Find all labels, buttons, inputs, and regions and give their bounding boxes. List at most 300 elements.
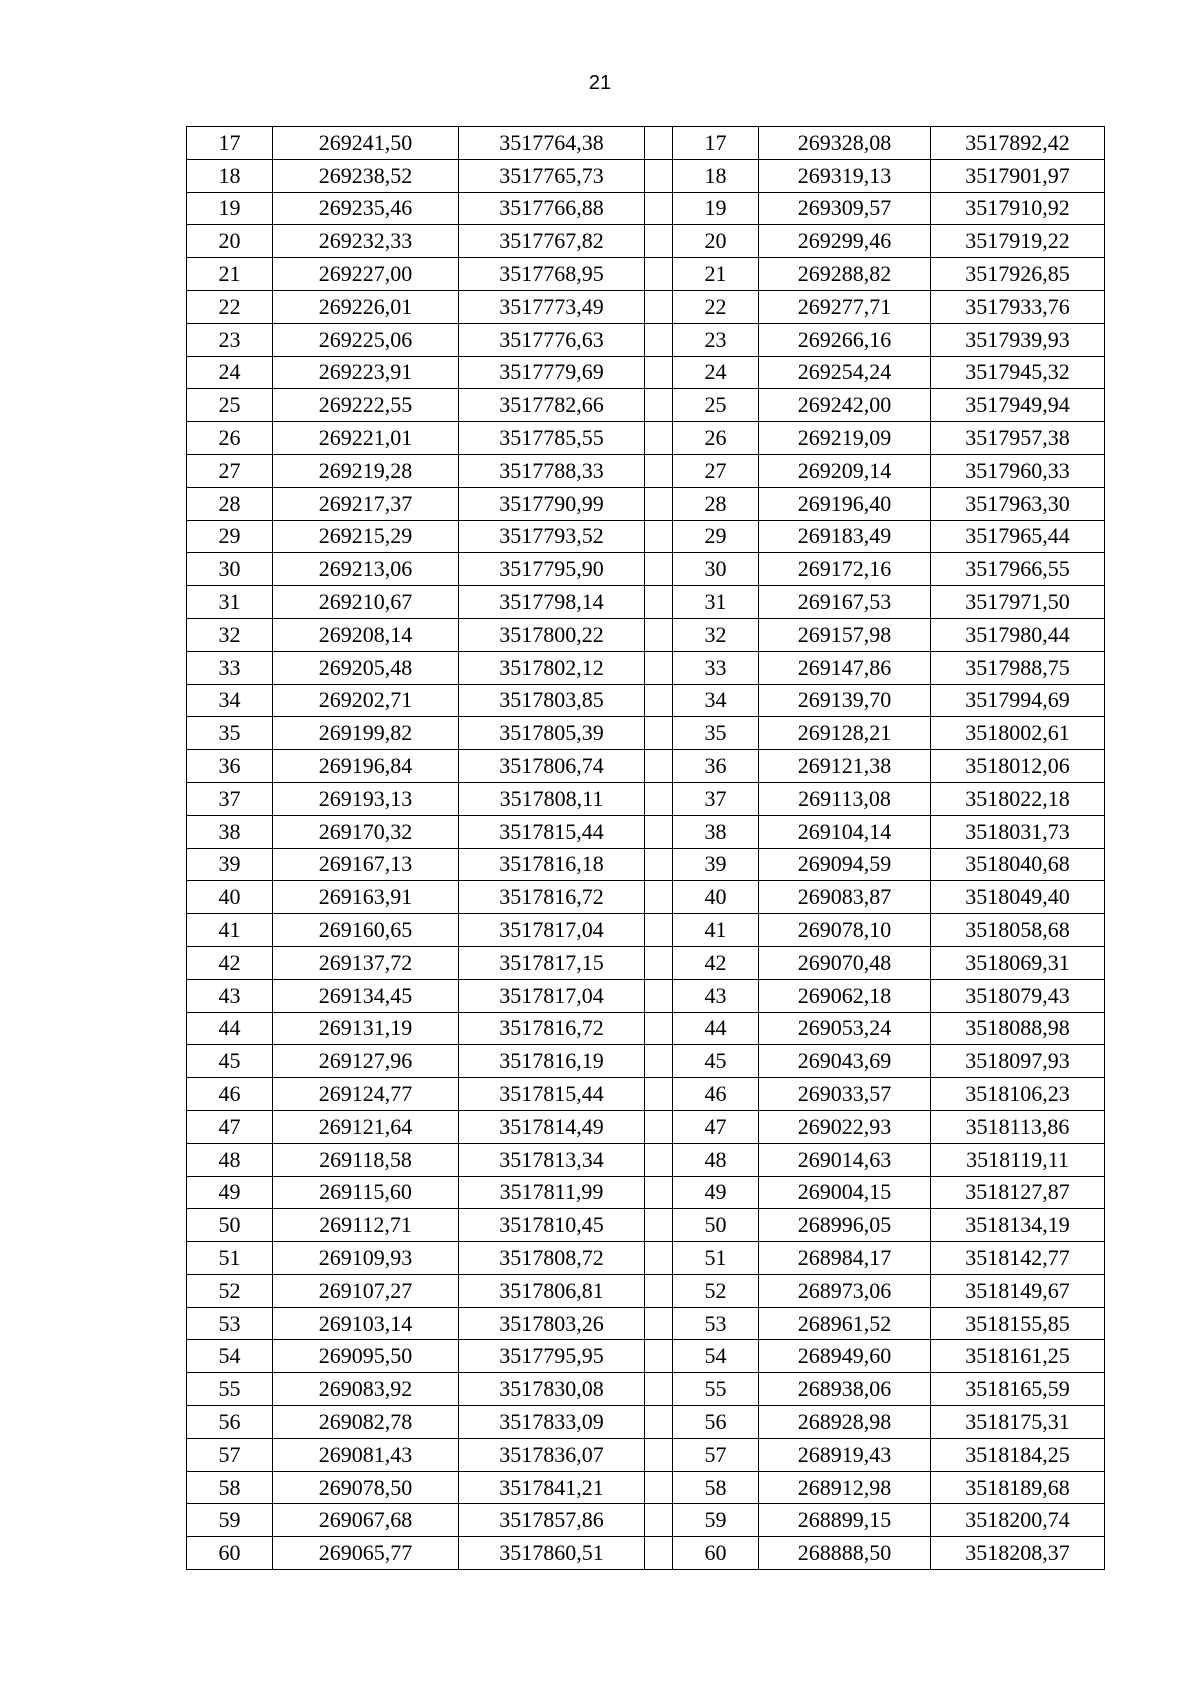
gap-cell (645, 848, 673, 881)
left-point-number-cell: 26 (187, 422, 273, 455)
table-row (187, 1504, 1105, 1537)
left-y-cell: 3517768,95 (459, 258, 645, 291)
left-point-number-cell: 54 (187, 1340, 273, 1373)
table-row (187, 1045, 1105, 1078)
table-row (187, 1307, 1105, 1340)
table-row (187, 1176, 1105, 1209)
right-x-cell: 269094,59 (759, 848, 931, 881)
left-x-cell: 269107,27 (273, 1274, 459, 1307)
left-point-number-cell: 33 (187, 651, 273, 684)
left-x-cell: 269115,60 (273, 1176, 459, 1209)
right-y-cell: 3518155,85 (931, 1307, 1105, 1340)
gap-cell (645, 454, 673, 487)
right-point-number-cell: 39 (673, 848, 759, 881)
left-point-number-cell: 40 (187, 881, 273, 914)
table-row (187, 520, 1105, 553)
right-y-cell: 3517994,69 (931, 684, 1105, 717)
table-row (187, 389, 1105, 422)
right-y-cell: 3518012,06 (931, 750, 1105, 783)
left-x-cell: 269170,32 (273, 815, 459, 848)
left-y-cell: 3517785,55 (459, 422, 645, 455)
gap-cell (645, 520, 673, 553)
right-point-number-cell: 33 (673, 651, 759, 684)
gap-cell (645, 1209, 673, 1242)
right-y-cell: 3518200,74 (931, 1504, 1105, 1537)
left-y-cell: 3517788,33 (459, 454, 645, 487)
table-row (187, 1012, 1105, 1045)
right-point-number-cell: 22 (673, 290, 759, 323)
left-x-cell: 269160,65 (273, 914, 459, 947)
left-y-cell: 3517803,26 (459, 1307, 645, 1340)
gap-cell (645, 225, 673, 258)
right-point-number-cell: 50 (673, 1209, 759, 1242)
right-x-cell: 269328,08 (759, 127, 931, 160)
left-y-cell: 3517782,66 (459, 389, 645, 422)
left-point-number-cell: 45 (187, 1045, 273, 1078)
right-point-number-cell: 59 (673, 1504, 759, 1537)
gap-cell (645, 192, 673, 225)
right-x-cell: 269219,09 (759, 422, 931, 455)
gap-cell (645, 684, 673, 717)
right-y-cell: 3518069,31 (931, 946, 1105, 979)
left-y-cell: 3517857,86 (459, 1504, 645, 1537)
right-point-number-cell: 23 (673, 323, 759, 356)
right-y-cell: 3518119,11 (931, 1143, 1105, 1176)
table-row (187, 1537, 1105, 1570)
right-y-cell: 3517980,44 (931, 618, 1105, 651)
right-y-cell: 3517939,93 (931, 323, 1105, 356)
left-point-number-cell: 60 (187, 1537, 273, 1570)
gap-cell (645, 356, 673, 389)
left-y-cell: 3517814,49 (459, 1110, 645, 1143)
right-y-cell: 3518134,19 (931, 1209, 1105, 1242)
gap-cell (645, 946, 673, 979)
right-point-number-cell: 29 (673, 520, 759, 553)
right-point-number-cell: 47 (673, 1110, 759, 1143)
right-point-number-cell: 17 (673, 127, 759, 160)
left-y-cell: 3517806,74 (459, 750, 645, 783)
right-x-cell: 269070,48 (759, 946, 931, 979)
left-x-cell: 269217,37 (273, 487, 459, 520)
right-point-number-cell: 37 (673, 782, 759, 815)
table-row (187, 159, 1105, 192)
left-x-cell: 269078,50 (273, 1471, 459, 1504)
table-row (187, 127, 1105, 160)
table-row (187, 946, 1105, 979)
right-point-number-cell: 48 (673, 1143, 759, 1176)
table-row (187, 684, 1105, 717)
right-x-cell: 269043,69 (759, 1045, 931, 1078)
table-row (187, 1438, 1105, 1471)
table-row (187, 750, 1105, 783)
table-row (187, 323, 1105, 356)
left-x-cell: 269095,50 (273, 1340, 459, 1373)
right-point-number-cell: 49 (673, 1176, 759, 1209)
right-y-cell: 3518031,73 (931, 815, 1105, 848)
right-y-cell: 3518022,18 (931, 782, 1105, 815)
left-x-cell: 269124,77 (273, 1078, 459, 1111)
right-point-number-cell: 60 (673, 1537, 759, 1570)
left-point-number-cell: 38 (187, 815, 273, 848)
table-row (187, 1406, 1105, 1439)
right-point-number-cell: 57 (673, 1438, 759, 1471)
coordinates-table (186, 126, 1105, 1570)
right-x-cell: 269104,14 (759, 815, 931, 848)
left-x-cell: 269127,96 (273, 1045, 459, 1078)
gap-cell (645, 815, 673, 848)
right-point-number-cell: 30 (673, 553, 759, 586)
right-y-cell: 3517966,55 (931, 553, 1105, 586)
left-point-number-cell: 49 (187, 1176, 273, 1209)
right-y-cell: 3518161,25 (931, 1340, 1105, 1373)
left-x-cell: 269081,43 (273, 1438, 459, 1471)
right-x-cell: 268928,98 (759, 1406, 931, 1439)
left-y-cell: 3517811,99 (459, 1176, 645, 1209)
left-y-cell: 3517793,52 (459, 520, 645, 553)
right-x-cell: 269167,53 (759, 586, 931, 619)
left-y-cell: 3517805,39 (459, 717, 645, 750)
left-point-number-cell: 37 (187, 782, 273, 815)
left-y-cell: 3517816,18 (459, 848, 645, 881)
left-point-number-cell: 47 (187, 1110, 273, 1143)
left-point-number-cell: 52 (187, 1274, 273, 1307)
table-row (187, 1471, 1105, 1504)
left-point-number-cell: 30 (187, 553, 273, 586)
gap-cell (645, 914, 673, 947)
left-y-cell: 3517860,51 (459, 1537, 645, 1570)
table-row (187, 192, 1105, 225)
left-y-cell: 3517806,81 (459, 1274, 645, 1307)
right-x-cell: 268949,60 (759, 1340, 931, 1373)
left-x-cell: 269223,91 (273, 356, 459, 389)
left-y-cell: 3517803,85 (459, 684, 645, 717)
right-point-number-cell: 20 (673, 225, 759, 258)
left-y-cell: 3517766,88 (459, 192, 645, 225)
gap-cell (645, 1537, 673, 1570)
left-y-cell: 3517815,44 (459, 1078, 645, 1111)
gap-cell (645, 1504, 673, 1537)
right-point-number-cell: 55 (673, 1373, 759, 1406)
right-point-number-cell: 26 (673, 422, 759, 455)
right-point-number-cell: 46 (673, 1078, 759, 1111)
gap-cell (645, 1373, 673, 1406)
table-row (187, 1143, 1105, 1176)
left-x-cell: 269083,92 (273, 1373, 459, 1406)
left-x-cell: 269205,48 (273, 651, 459, 684)
table-row (187, 979, 1105, 1012)
gap-cell (645, 258, 673, 291)
left-x-cell: 269137,72 (273, 946, 459, 979)
left-x-cell: 269163,91 (273, 881, 459, 914)
left-point-number-cell: 34 (187, 684, 273, 717)
right-y-cell: 3518097,93 (931, 1045, 1105, 1078)
left-x-cell: 269131,19 (273, 1012, 459, 1045)
table-row (187, 881, 1105, 914)
right-y-cell: 3517988,75 (931, 651, 1105, 684)
left-x-cell: 269226,01 (273, 290, 459, 323)
left-x-cell: 269215,29 (273, 520, 459, 553)
gap-cell (645, 1406, 673, 1439)
right-point-number-cell: 40 (673, 881, 759, 914)
right-x-cell: 269277,71 (759, 290, 931, 323)
right-y-cell: 3517971,50 (931, 586, 1105, 619)
left-y-cell: 3517790,99 (459, 487, 645, 520)
left-point-number-cell: 28 (187, 487, 273, 520)
left-y-cell: 3517815,44 (459, 815, 645, 848)
right-y-cell: 3518088,98 (931, 1012, 1105, 1045)
left-y-cell: 3517816,19 (459, 1045, 645, 1078)
left-y-cell: 3517833,09 (459, 1406, 645, 1439)
right-x-cell: 269266,16 (759, 323, 931, 356)
right-point-number-cell: 31 (673, 586, 759, 619)
gap-cell (645, 553, 673, 586)
left-x-cell: 269065,77 (273, 1537, 459, 1570)
right-y-cell: 3518127,87 (931, 1176, 1105, 1209)
table-row (187, 487, 1105, 520)
table-row (187, 1340, 1105, 1373)
gap-cell (645, 750, 673, 783)
right-x-cell: 269183,49 (759, 520, 931, 553)
right-y-cell: 3517933,76 (931, 290, 1105, 323)
right-y-cell: 3517910,92 (931, 192, 1105, 225)
gap-cell (645, 1438, 673, 1471)
left-point-number-cell: 35 (187, 717, 273, 750)
right-x-cell: 269309,57 (759, 192, 931, 225)
right-x-cell: 269004,15 (759, 1176, 931, 1209)
left-point-number-cell: 19 (187, 192, 273, 225)
right-point-number-cell: 44 (673, 1012, 759, 1045)
right-x-cell: 269121,38 (759, 750, 931, 783)
right-x-cell: 269022,93 (759, 1110, 931, 1143)
right-x-cell: 269319,13 (759, 159, 931, 192)
left-y-cell: 3517798,14 (459, 586, 645, 619)
right-x-cell: 269157,98 (759, 618, 931, 651)
left-y-cell: 3517765,73 (459, 159, 645, 192)
right-y-cell: 3518184,25 (931, 1438, 1105, 1471)
right-point-number-cell: 54 (673, 1340, 759, 1373)
left-y-cell: 3517816,72 (459, 1012, 645, 1045)
left-x-cell: 269222,55 (273, 389, 459, 422)
left-point-number-cell: 56 (187, 1406, 273, 1439)
right-point-number-cell: 36 (673, 750, 759, 783)
gap-cell (645, 1012, 673, 1045)
left-point-number-cell: 17 (187, 127, 273, 160)
left-y-cell: 3517817,04 (459, 914, 645, 947)
table-row (187, 1110, 1105, 1143)
right-y-cell: 3518113,86 (931, 1110, 1105, 1143)
table-row (187, 717, 1105, 750)
right-x-cell: 268919,43 (759, 1438, 931, 1471)
right-y-cell: 3517901,97 (931, 159, 1105, 192)
gap-cell (645, 389, 673, 422)
left-y-cell: 3517808,72 (459, 1242, 645, 1275)
right-y-cell: 3518058,68 (931, 914, 1105, 947)
table-row (187, 618, 1105, 651)
left-point-number-cell: 58 (187, 1471, 273, 1504)
table-row (187, 1274, 1105, 1307)
right-point-number-cell: 34 (673, 684, 759, 717)
left-point-number-cell: 29 (187, 520, 273, 553)
left-x-cell: 269213,06 (273, 553, 459, 586)
left-y-cell: 3517808,11 (459, 782, 645, 815)
left-x-cell: 269210,67 (273, 586, 459, 619)
left-point-number-cell: 24 (187, 356, 273, 389)
left-point-number-cell: 39 (187, 848, 273, 881)
table-row (187, 290, 1105, 323)
left-x-cell: 269221,01 (273, 422, 459, 455)
table-row (187, 422, 1105, 455)
coordinates-table-body (187, 127, 1105, 1570)
right-y-cell: 3518049,40 (931, 881, 1105, 914)
right-point-number-cell: 58 (673, 1471, 759, 1504)
left-y-cell: 3517764,38 (459, 127, 645, 160)
right-y-cell: 3517957,38 (931, 422, 1105, 455)
left-x-cell: 269167,13 (273, 848, 459, 881)
table-row (187, 848, 1105, 881)
right-y-cell: 3518175,31 (931, 1406, 1105, 1439)
left-x-cell: 269225,06 (273, 323, 459, 356)
gap-cell (645, 1078, 673, 1111)
right-x-cell: 268973,06 (759, 1274, 931, 1307)
right-x-cell: 269139,70 (759, 684, 931, 717)
left-y-cell: 3517836,07 (459, 1438, 645, 1471)
left-point-number-cell: 20 (187, 225, 273, 258)
gap-cell (645, 1274, 673, 1307)
gap-cell (645, 127, 673, 160)
right-y-cell: 3518106,23 (931, 1078, 1105, 1111)
left-point-number-cell: 18 (187, 159, 273, 192)
right-point-number-cell: 53 (673, 1307, 759, 1340)
gap-cell (645, 1176, 673, 1209)
page-number: 21 (588, 72, 612, 94)
right-x-cell: 268984,17 (759, 1242, 931, 1275)
right-x-cell: 269078,10 (759, 914, 931, 947)
gap-cell (645, 1143, 673, 1176)
gap-cell (645, 618, 673, 651)
left-y-cell: 3517816,72 (459, 881, 645, 914)
gap-cell (645, 782, 673, 815)
right-x-cell: 268912,98 (759, 1471, 931, 1504)
table-row (187, 815, 1105, 848)
table-row (187, 1209, 1105, 1242)
gap-cell (645, 1045, 673, 1078)
left-x-cell: 269235,46 (273, 192, 459, 225)
gap-cell (645, 323, 673, 356)
gap-cell (645, 979, 673, 1012)
left-point-number-cell: 53 (187, 1307, 273, 1340)
left-y-cell: 3517830,08 (459, 1373, 645, 1406)
table-row (187, 553, 1105, 586)
left-x-cell: 269199,82 (273, 717, 459, 750)
right-x-cell: 269113,08 (759, 782, 931, 815)
left-x-cell: 269134,45 (273, 979, 459, 1012)
right-point-number-cell: 19 (673, 192, 759, 225)
gap-cell (645, 586, 673, 619)
left-point-number-cell: 42 (187, 946, 273, 979)
gap-cell (645, 881, 673, 914)
left-point-number-cell: 50 (187, 1209, 273, 1242)
table-row (187, 454, 1105, 487)
right-y-cell: 3518079,43 (931, 979, 1105, 1012)
right-point-number-cell: 18 (673, 159, 759, 192)
right-y-cell: 3517945,32 (931, 356, 1105, 389)
left-x-cell: 269238,52 (273, 159, 459, 192)
left-y-cell: 3517795,95 (459, 1340, 645, 1373)
right-y-cell: 3518149,67 (931, 1274, 1105, 1307)
right-x-cell: 269062,18 (759, 979, 931, 1012)
left-x-cell: 269118,58 (273, 1143, 459, 1176)
left-x-cell: 269193,13 (273, 782, 459, 815)
table-row (187, 225, 1105, 258)
right-point-number-cell: 42 (673, 946, 759, 979)
right-point-number-cell: 45 (673, 1045, 759, 1078)
right-x-cell: 269299,46 (759, 225, 931, 258)
left-point-number-cell: 32 (187, 618, 273, 651)
left-y-cell: 3517767,82 (459, 225, 645, 258)
right-y-cell: 3517919,22 (931, 225, 1105, 258)
gap-cell (645, 1471, 673, 1504)
gap-cell (645, 1340, 673, 1373)
left-point-number-cell: 23 (187, 323, 273, 356)
left-x-cell: 269109,93 (273, 1242, 459, 1275)
right-x-cell: 269172,16 (759, 553, 931, 586)
right-x-cell: 268888,50 (759, 1537, 931, 1570)
left-x-cell: 269241,50 (273, 127, 459, 160)
gap-cell (645, 1110, 673, 1143)
left-y-cell: 3517776,63 (459, 323, 645, 356)
right-x-cell: 269254,24 (759, 356, 931, 389)
left-y-cell: 3517802,12 (459, 651, 645, 684)
right-x-cell: 268938,06 (759, 1373, 931, 1406)
left-point-number-cell: 44 (187, 1012, 273, 1045)
gap-cell (645, 159, 673, 192)
left-point-number-cell: 57 (187, 1438, 273, 1471)
right-y-cell: 3518165,59 (931, 1373, 1105, 1406)
left-point-number-cell: 22 (187, 290, 273, 323)
left-y-cell: 3517810,45 (459, 1209, 645, 1242)
right-y-cell: 3517892,42 (931, 127, 1105, 160)
right-x-cell: 269196,40 (759, 487, 931, 520)
right-x-cell: 269242,00 (759, 389, 931, 422)
right-y-cell: 3518040,68 (931, 848, 1105, 881)
left-y-cell: 3517800,22 (459, 618, 645, 651)
table-row (187, 651, 1105, 684)
left-y-cell: 3517773,49 (459, 290, 645, 323)
right-point-number-cell: 32 (673, 618, 759, 651)
left-x-cell: 269067,68 (273, 1504, 459, 1537)
right-point-number-cell: 41 (673, 914, 759, 947)
gap-cell (645, 651, 673, 684)
table-row (187, 782, 1105, 815)
right-y-cell: 3518142,77 (931, 1242, 1105, 1275)
left-point-number-cell: 55 (187, 1373, 273, 1406)
left-point-number-cell: 27 (187, 454, 273, 487)
right-x-cell: 269053,24 (759, 1012, 931, 1045)
table-row (187, 356, 1105, 389)
left-x-cell: 269103,14 (273, 1307, 459, 1340)
right-point-number-cell: 51 (673, 1242, 759, 1275)
right-x-cell: 269083,87 (759, 881, 931, 914)
right-x-cell: 269128,21 (759, 717, 931, 750)
left-point-number-cell: 43 (187, 979, 273, 1012)
right-y-cell: 3518208,37 (931, 1537, 1105, 1570)
right-y-cell: 3518002,61 (931, 717, 1105, 750)
right-y-cell: 3518189,68 (931, 1471, 1105, 1504)
left-x-cell: 269232,33 (273, 225, 459, 258)
right-x-cell: 269147,86 (759, 651, 931, 684)
right-x-cell: 268899,15 (759, 1504, 931, 1537)
right-point-number-cell: 24 (673, 356, 759, 389)
